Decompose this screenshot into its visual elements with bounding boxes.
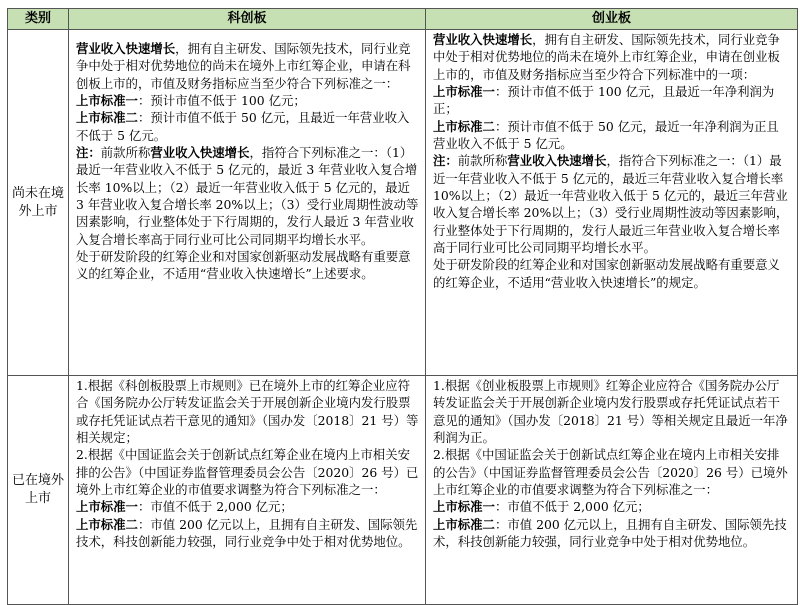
rule-paragraph-2: 2.根据《中国证监会关于创新试点红筹企业在境内上市相关安排的公告》（中国证券监督管理委员会公告〔2020〕26 号）已境外上市红筹企业的市值要求调整为符合下列标准之一： [433, 447, 788, 498]
note-paragraph: 注：前款所称营业收入快速增长，指符合下列标准之一：（1）最近一年营业收入不低于 5 亿元的，最近 3 年营业收入复合增长率 10%以上；（2）最近一年营业收入低于 5 亿元的，最近 3 年营业收入复合增长率 20%以上；（3）受行业周期性波动等因素影响，行业整体处于下行周期的，发行人最近 3 年营业收入复合增长率高于同行业可比公司同期平均增长水平。 [76, 145, 419, 247]
standard-1: 上市标准一：市值不低于 2,000 亿元； [433, 499, 650, 515]
standard-2: 上市标准二：市值 200 亿元以上，且拥有自主研发、国际领先技术，科技创新能力较强，同行业竞争中处于相对优势地位。 [433, 516, 787, 550]
star-market-cell [69, 376, 426, 605]
standard-2: 上市标准二：预计市值不低于 50 亿元，最近一年净利润为正且营业收入不低于 5 亿元。 [433, 118, 779, 152]
rule-paragraph-2: 2.根据《中国证监会关于创新试点红筹企业在境内上市相关安排的公告》（中国证券监督管理委员会公告〔2020〕26 号）已境外上市红筹企业的市值要求调整为符合下列标准之一： [76, 447, 419, 498]
table-row-listed-overseas [8, 376, 798, 605]
standard-1: 上市标准一：市值不低于 2,000 亿元； [76, 499, 293, 515]
exception-paragraph: 处于研发阶段的红筹企业和对国家创新驱动发展战略有重要意义的红筹企业，不适用“营业收入快速增长”上述要求。 [76, 249, 411, 282]
rule-paragraph-1: 1.根据《创业板股票上市规则》红筹企业应符合《国务院办公厅转发证监会关于开展创新企业境内发行股票或存托凭证试点若干意见的通知》（国办发〔2018〕21 号）等相关规定且最近一年净利润为正。 [433, 378, 788, 446]
note-paragraph: 注：前款所称营业收入快速增长，指符合下列标准之一：（1）最近一年营业收入不低于 5 亿元的，最近三年营业收入复合增长率 10%以上；（2）最近一年营业收入低于 5 亿元的，最近三年营业收入复合增长率 20%以上；（3）受行业周期性波动等因素影响，行业整体处于下行周期的，发行人最近三年营业收入复合增长率高于同行业可比公司同期平均增长水平。 [433, 153, 789, 256]
chinext-cell [426, 376, 798, 605]
star-market-cell [69, 30, 426, 376]
rule-paragraph-1: 1.根据《科创板股票上市规则》已在境外上市的红筹企业应符合《国务院办公厅转发证监会关于开展创新企业境内发行股票或存托凭证试点若干意见的通知》（国办发〔2018〕21 号）等相关规定； [76, 378, 419, 446]
standard-1: 上市标准一：预计市值不低于 100 亿元； [76, 93, 306, 109]
standard-1: 上市标准一：预计市值不低于 100 亿元，且最近一年净利润为正； [433, 84, 775, 117]
category-cell: 尚未在境外上市 [8, 30, 69, 376]
header-row [8, 9, 798, 30]
header-chinext: 创业板 [426, 9, 798, 30]
header-category: 类别 [8, 9, 69, 30]
intro-paragraph: 营业收入快速增长，拥有自主研发、国际领先技术，同行业竞争中处于相对优势地位的尚未在境外上市红筹企业，申请在科创板上市的，市值及财务指标应当至少符合下列标准之一： [76, 41, 411, 91]
category-cell: 已在境外上市 [8, 376, 69, 605]
standard-2: 上市标准二：市值 200 亿元以上，且拥有自主研发、国际领先技术，科技创新能力较强，同行业竞争中处于相对优势地位。 [76, 516, 418, 550]
exception-paragraph: 处于研发阶段的红筹企业和对国家创新驱动发展战略有重要意义的红筹企业，不适用“营业收入快速增长”的规定。 [433, 257, 780, 290]
intro-paragraph: 营业收入快速增长，拥有自主研发、国际领先技术，同行业竞争中处于相对优势地位的尚未在境外上市红筹企业，申请在创业板上市的，市值及财务指标应当至少符合下列标准中的一项： [433, 32, 780, 82]
comparison-table [7, 8, 798, 605]
table-row-not-listed [8, 30, 798, 376]
header-star-market: 科创板 [69, 9, 426, 30]
standard-2: 上市标准二：预计市值不低于 50 亿元，且最近一年营业收入不低于 5 亿元。 [76, 110, 410, 143]
chinext-cell [426, 30, 798, 376]
